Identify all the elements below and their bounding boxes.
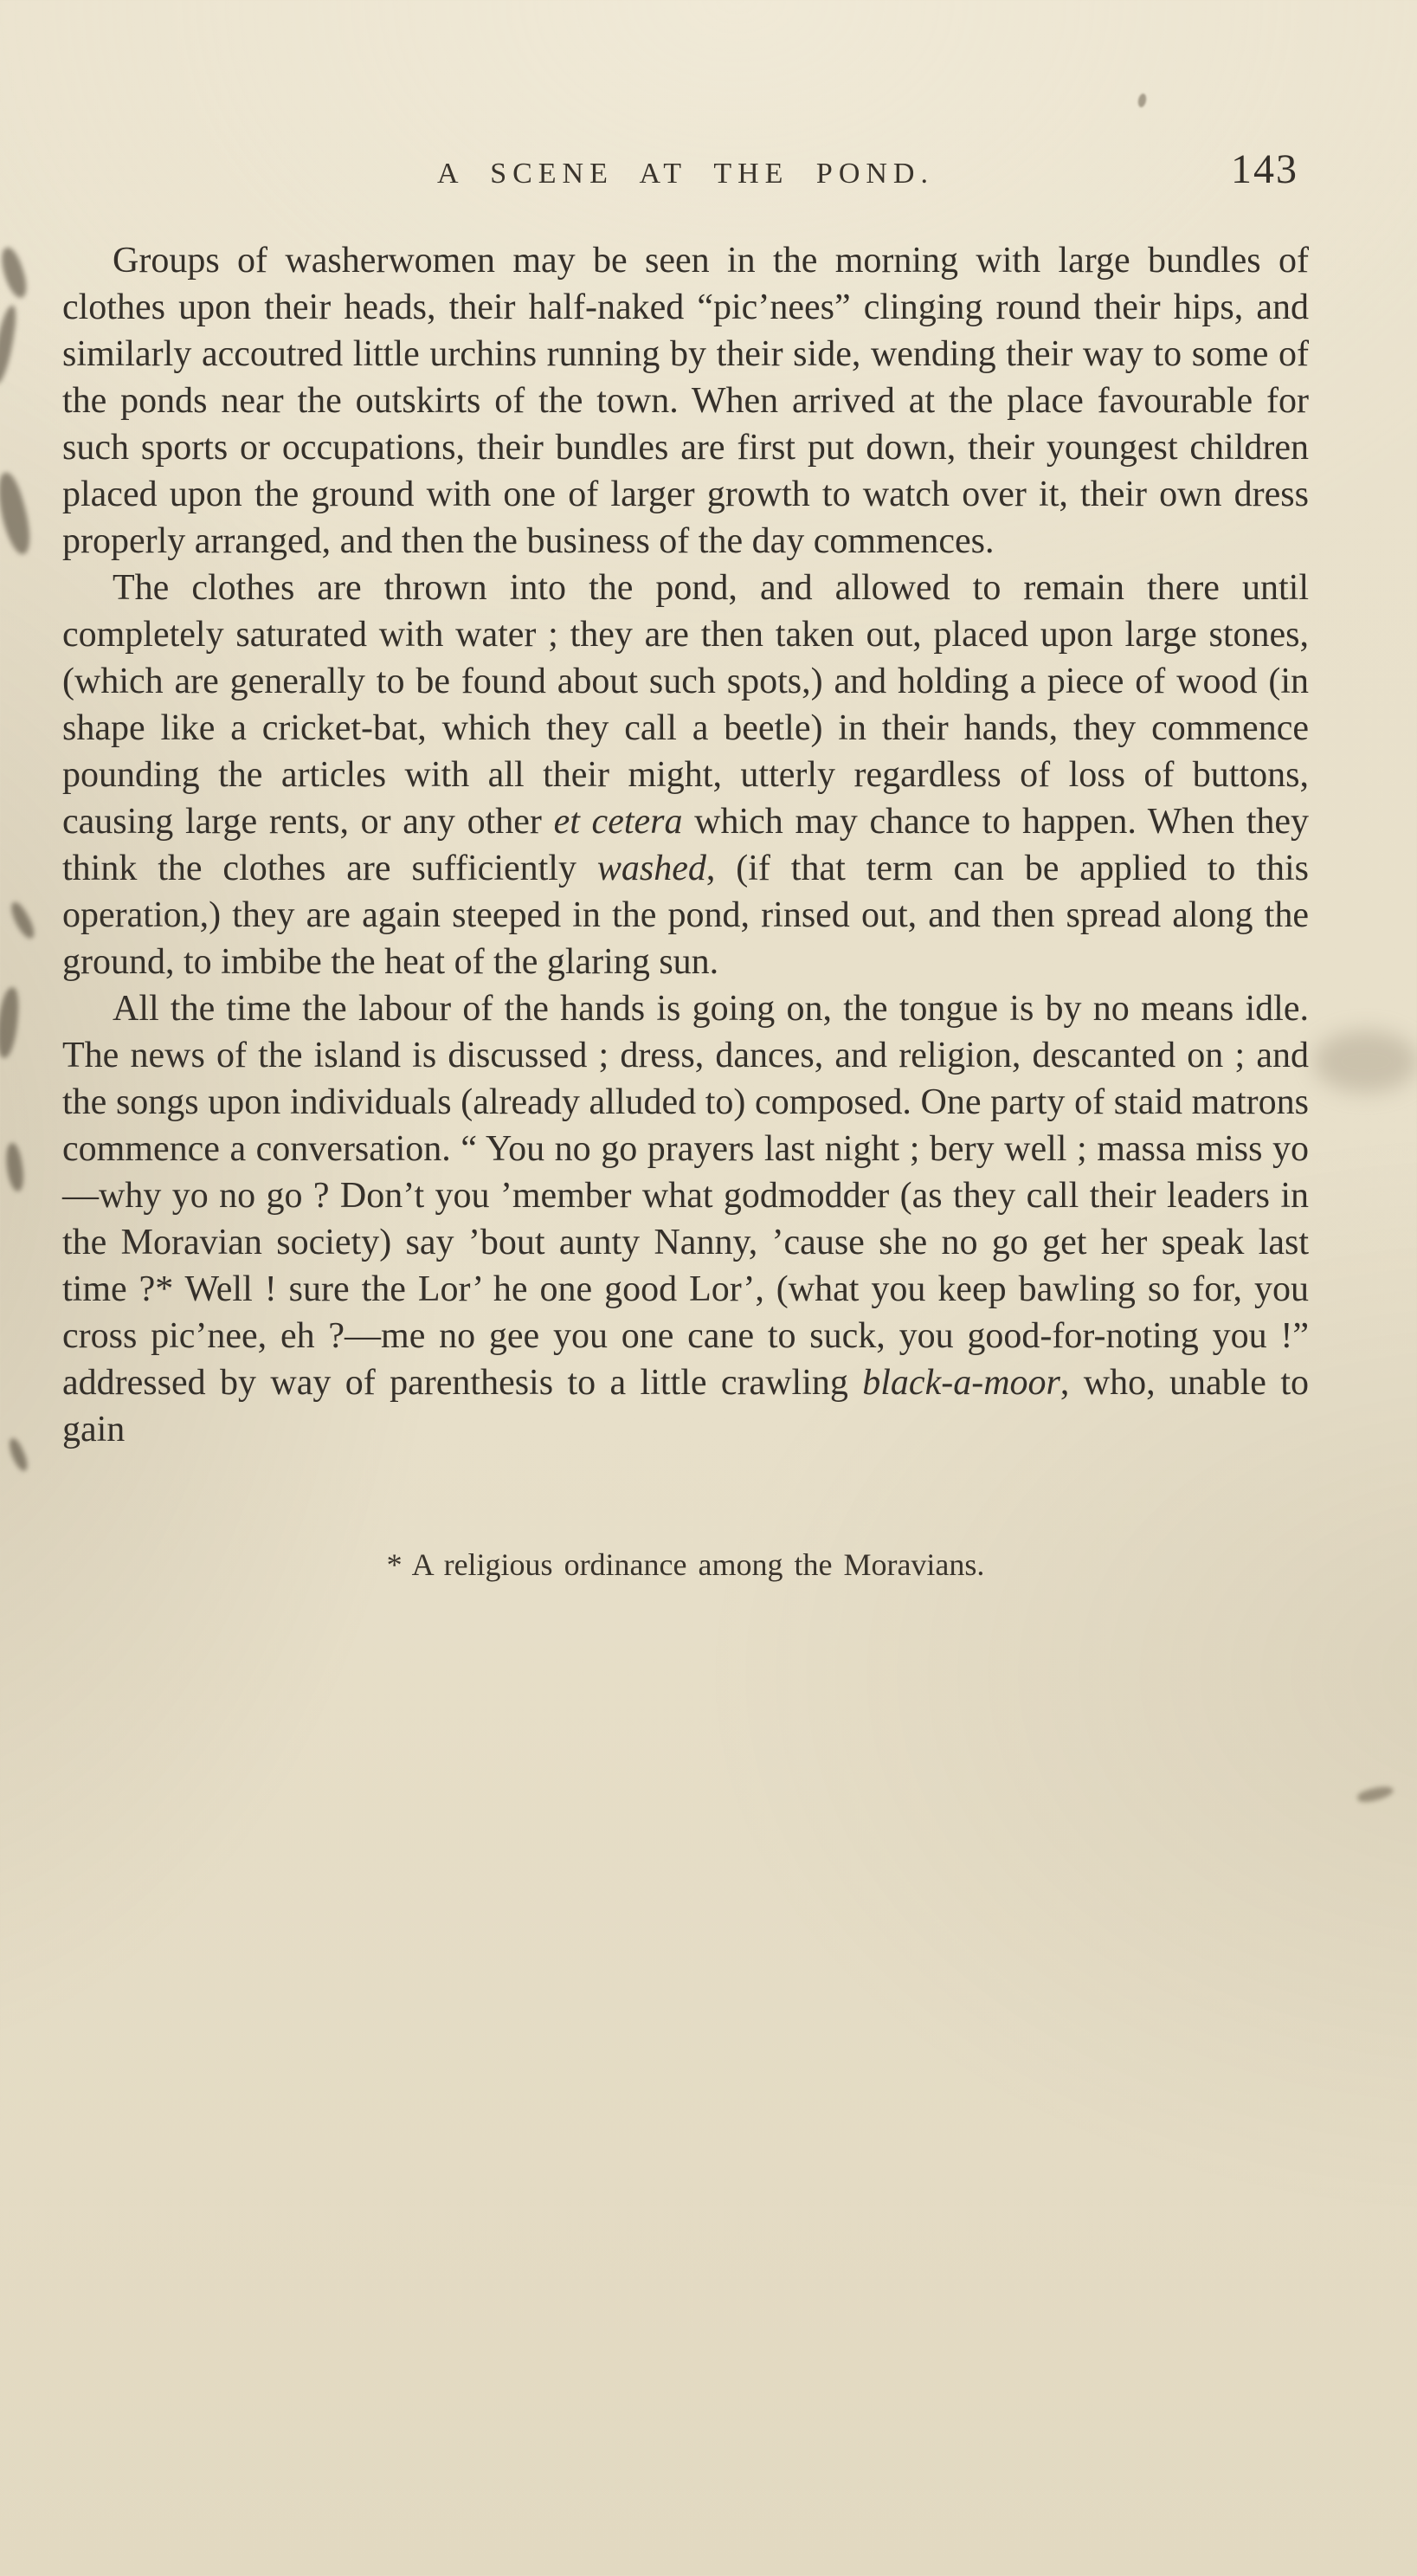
scan-artifact	[0, 304, 19, 385]
text-block	[62, 145, 1309, 1583]
body-text	[62, 237, 1309, 1453]
scan-artifact	[3, 1142, 26, 1192]
page-number: 143	[1231, 146, 1298, 192]
paragraph: Groups of washerwomen may be seen in the morning with large bundles of clothes upon their heads, their half-naked “pic’nees” clinging round their hips, and similarly accoutred little urchins running by their side, wending their way to some of the ponds near the outskirts of the town. When arrived at the place favourable for such sports or occupations, their bundles are first put down, their youngest children placed upon the ground with one of larger growth to watch over it, their own dress properly arranged, and then the business of the day commences.	[62, 241, 1309, 561]
scan-artifact	[1356, 1784, 1394, 1804]
scan-artifact	[5, 1436, 31, 1473]
scan-artifact	[1314, 1030, 1417, 1093]
scan-artifact	[0, 986, 21, 1059]
scan-artifact	[0, 245, 32, 300]
scan-artifact	[0, 470, 36, 557]
page-header	[62, 145, 1309, 206]
scan-artifact	[1137, 93, 1147, 108]
running-title: A SCENE AT THE POND.	[437, 158, 934, 190]
paragraph: The clothes are thrown into the pond, and allowed to remain there until completely saturated with water ; they are then taken out, placed upon large stones, (which are generally to be found about such spots,) and holding a piece of wood (in shape like a cricket-bat, which they call a beetle) in their hands, they commence pounding the articles with all their might, utterly regardless of loss of buttons, causing large rents, or any other et cetera which may chance to happen. When they think the clothes are sufficiently washed, (if that term can be applied to this operation,) they are again steeped in the pond, rinsed out, and then spread along the ground, to imbibe the heat of the glaring sun.	[62, 568, 1310, 982]
paragraph: All the time the labour of the hands is going on, the tongue is by no means idle. The news of the island is discussed ; dress, dances, and religion, descanted on ; and the songs upon individuals (already alluded to) composed. One party of staid matrons commence a conversation. “ You no go prayers last night ; bery well ; massa miss yo—why yo no go ? Don’t you ’member what godmodder (as they call their leaders in the Moravian society) say ’bout aunty Nanny, ’cause she no go get her speak last time ?* Well ! sure the Lor’ he one good Lor’, (what you keep bawling so for, you cross pic’nee, eh ?—me no gee you one cane to suck, you good-for-noting you !” addressed by way of parenthesis to a little crawling black-a-moor, who, unable to gain	[62, 989, 1310, 1449]
footnote: * A religious ordinance among the Moravians.	[386, 1547, 985, 1582]
scan-artifact	[7, 900, 39, 941]
